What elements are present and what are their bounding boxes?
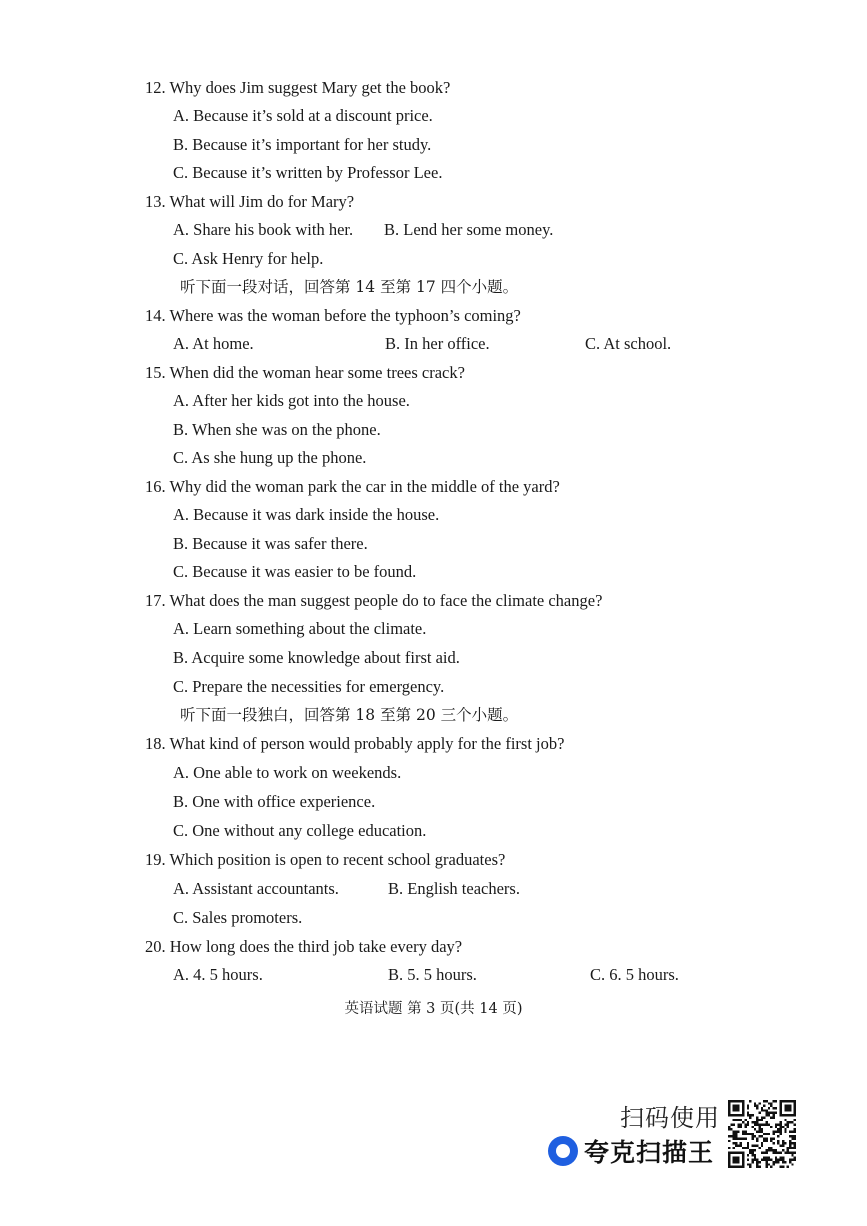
question-16-option-a: A. Because it was dark inside the house. [173, 505, 440, 524]
question-13-option-a: A. Share his book with her. [173, 220, 354, 239]
question-18-option-b: B. One with office experience. [173, 792, 376, 811]
question-19-option-a: A. Assistant accountants. [173, 879, 339, 898]
question-18: 18. What kind of person would probably apply for the first job? [145, 734, 565, 753]
question-15: 15. When did the woman hear some trees crack? [145, 363, 465, 382]
question-19: 19. Which position is open to recent school graduates? [145, 850, 506, 869]
question-12-option-c: C. Because it’s written by Professor Lee. [173, 163, 443, 182]
question-16-option-b: B. Because it was safer there. [173, 534, 368, 553]
app-logo-icon [548, 1136, 578, 1166]
question-12-option-a: A. Because it’s sold at a discount price. [173, 106, 433, 125]
question-16-option-c: C. Because it was easier to be found. [173, 562, 417, 581]
question-19-option-c: C. Sales promoters. [173, 908, 303, 927]
question-13: 13. What will Jim do for Mary? [145, 192, 355, 211]
question-17-option-b: B. Acquire some knowledge about first aid. [173, 648, 460, 667]
section-instruction-1: 听下面一段对话，回答第 14 至第 17 四个小题。 [180, 278, 519, 296]
question-19-option-b: B. English teachers. [388, 879, 520, 898]
question-17-option-a: A. Learn something about the climate. [173, 619, 427, 638]
question-20-option-b: B. 5. 5 hours. [388, 965, 477, 984]
question-16: 16. Why did the woman park the car in the middle of the yard? [145, 477, 560, 496]
question-14: 14. Where was the woman before the typhoon’s coming? [145, 306, 521, 325]
question-17-option-c: C. Prepare the necessities for emergency. [173, 677, 445, 696]
question-17: 17. What does the man suggest people do to face the climate change? [145, 591, 603, 610]
question-15-option-b: B. When she was on the phone. [173, 420, 381, 439]
question-14-option-a: A. At home. [173, 334, 254, 353]
section-instruction-2: 听下面一段独白，回答第 18 至第 20 三个小题。 [180, 706, 519, 724]
question-14-option-b: B. In her office. [385, 334, 490, 353]
question-15-option-c: C. As she hung up the phone. [173, 448, 367, 467]
question-15-option-a: A. After her kids got into the house. [173, 391, 410, 410]
question-12-option-b: B. Because it’s important for her study. [173, 135, 432, 154]
scan-to-use-label: 扫码使用 [620, 1104, 720, 1132]
qr-code-icon [728, 1100, 796, 1168]
question-13-option-c: C. Ask Henry for help. [173, 249, 324, 268]
question-20-option-a: A. 4. 5 hours. [173, 965, 263, 984]
page-footer: 英语试题 第 3 页(共 14 页) [344, 1001, 523, 1017]
question-18-option-a: A. One able to work on weekends. [173, 763, 402, 782]
question-14-option-c: C. At school. [585, 334, 672, 353]
scanner-app-name: 夸克扫描王 [584, 1138, 715, 1167]
question-20: 20. How long does the third job take every day? [145, 937, 463, 956]
question-20-option-c: C. 6. 5 hours. [590, 965, 679, 984]
scanner-app-logo [548, 1134, 714, 1168]
question-13-option-b: B. Lend her some money. [384, 220, 554, 239]
question-18-option-c: C. One without any college education. [173, 821, 427, 840]
question-12: 12. Why does Jim suggest Mary get the book? [145, 78, 451, 97]
